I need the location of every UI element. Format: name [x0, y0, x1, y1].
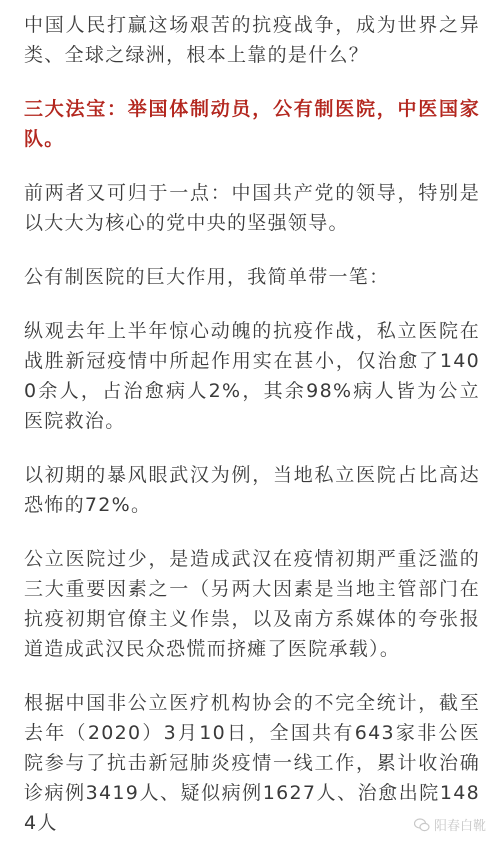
paragraph-association-statistics: 根据中国非公立医疗机构协会的不完全统计，截至去年（2020）3月10日，全国共有643家非公医院参与了抗击新冠肺炎疫情一线工作，累计收治确诊病例3419人、疑似病例1627人、治愈出院1484人: [24, 692, 480, 834]
paragraph-party-leadership: 前两者又可归于一点：中国共产党的领导，特别是以大大为核心的党中央的坚强领导。: [24, 182, 480, 234]
paragraph-private-hospital-stats: 纵观去年上半年惊心动魄的抗疫作战，私立医院在战胜新冠疫情中所起作用实在甚小，仅治愈了1400余人，占治愈病人2%，其余98%病人皆为公立医院救治。: [24, 320, 480, 432]
watermark: [414, 815, 486, 834]
article-body: [24, 10, 480, 862]
paragraph-three-factors: 公立医院过少，是造成武汉在疫情初期严重泛滥的三大重要因素之一（另两大因素是当地主管部门在抗疫初期官僚主义作祟，以及南方系媒体的夸张报道造成武汉民众恐慌而挤瘫了医院承载）。: [24, 548, 480, 660]
paragraph-three-treasures: 三大法宝：举国体制动员，公有制医院，中医国家队。: [24, 98, 480, 150]
wechat-logo-icon: [414, 818, 430, 832]
paragraph-wuhan-example: 以初期的暴风眼武汉为例，当地私立医院占比高达恐怖的72%。: [24, 464, 480, 516]
paragraph-question: 中国人民打赢这场艰苦的抗疫战争，成为世界之异类、全球之绿洲，根本上靠的是什么？: [24, 14, 480, 66]
paragraph-public-hospitals-intro: 公有制医院的巨大作用，我简单带一笔：: [24, 266, 390, 288]
watermark-text: 阳春白靴: [433, 819, 486, 834]
